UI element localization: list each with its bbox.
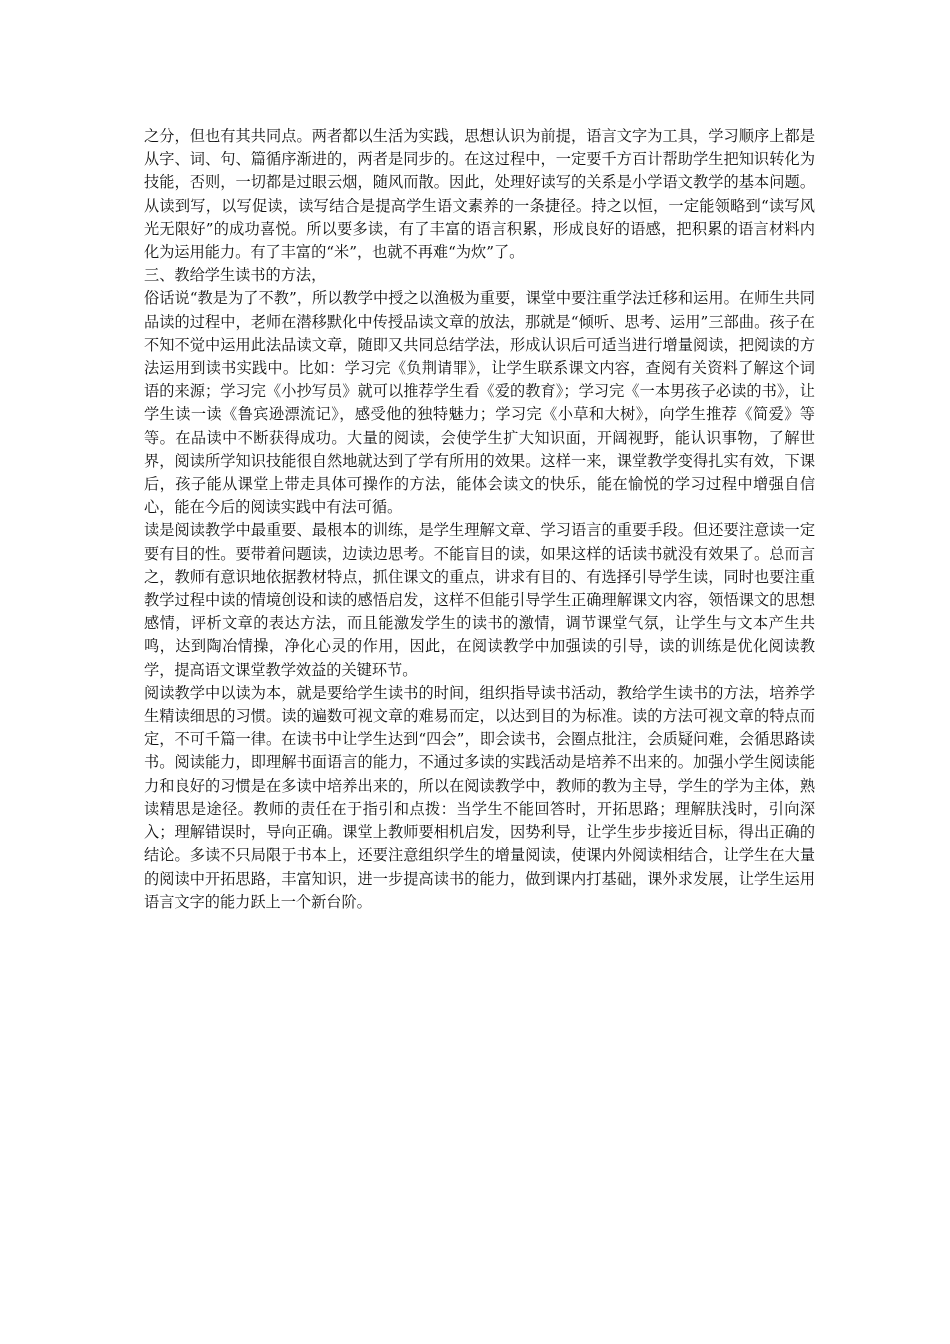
paragraph-reading-training: 读是阅读教学中最重要、最根本的训练，是学生理解文章、学习语言的重要手段。但还要注意读一定要有目的性。要带着问题读，边读边思考。不能盲目的读，如果这样的话读书就没有效果了。总而言之，教师有意识地依据教材特点，抓住课文的重点，讲求有目的、有选择引导学生读，同时也要注重教学过程中读的情境创设和读的感悟启发，这样不但能引导学生正确理解课文内容，领悟课文的思想感情，评析文章的表达方法，而且能激发学生的读书的激情，调节课堂气氛，让学生与文本产生共鸣，达到陶冶情操，净化心灵的作用，因此，在阅读教学中加强读的引导，读的训练是优化阅读教学，提高语文课堂教学效益的关键环节。 [144,521,815,679]
section-heading-3: 三、教给学生读书的方法， [144,266,327,285]
paragraph-reading-centered: 阅读教学中以读为本，就是要给学生读书的时间，组织指导读书活动，教给学生读书的方法，培养学生精读细思的习惯。读的遍数可视文章的难易而定，以达到目的为标准。读的方法可视文章的特点而定，不可千篇一律。在读书中让学生达到“四会”，即会读书，会圈点批注，会质疑问难，会循思路读书。阅读能力，即理解书面语言的能力，不通过多读的实践活动是培养不出来的。加强小学生阅读能力和良好的习惯是在多读中培养出来的，所以在阅读教学中，教师的教为主导，学生的学为主体，熟读精思是途径。教师的责任在于指引和点拨：当学生不能回答时，开拓思路；理解肤浅时，引向深入；理解错误时，导向正确。课堂上教师要相机启发，因势利导，让学生步步接近目标，得出正确的结论。多读不只局限于书本上，还要注意组织学生的增量阅读，使课内外阅读相结合，让学生在大量的阅读中开拓思路，丰富知识，进一步提高读书的能力，做到课内打基础，课外求发展，让学生运用语言文字的能力跃上一个新台阶。 [144,683,815,911]
paragraph-teaching-method: 俗话说“教是为了不教”，所以教学中授之以渔极为重要，课堂中要注重学法迁移和运用。在师生共同品读的过程中，老师在潜移默化中传授品读文章的放法，那就是“倾听、思考、运用”三部曲。孩子在不知不觉中运用此法品读文章，随即又共同总结学法，形成认识后可适当进行增量阅读，把阅读的方法运用到读书实践中。比如：学习完《负荆请罪》，让学生联系课文内容，查阅有关资料了解这个词语的来源；学习完《小抄写员》就可以推荐学生看《爱的教育》；学习完《一本男孩子必读的书》，让学生读一读《鲁宾逊漂流记》，感受他的独特魅力；学习完《小草和大树》，向学生推荐《简爱》等等。在品读中不断获得成功。大量的阅读，会使学生扩大知识面，开阔视野，能认识事物，了解世界，阅读所学知识技能很自然地就达到了学有所用的效果。这样一来，课堂教学变得扎实有效，下课后，孩子能从课堂上带走具体可操作的方法，能体会读文的快乐，能在愉悦的学习过程中增强自信心，能在今后的阅读实践中有法可循。 [144,289,815,517]
document-body [144,125,815,914]
paragraph-reading-writing: 之分，但也有其共同点。两者都以生活为实践，思想认识为前提，语言文字为工具，学习顺序上都是从字、词、句、篇循序渐进的，两者是同步的。在这过程中，一定要千方百计帮助学生把知识转化为技能，否则，一切都是过眼云烟，随风而散。因此，处理好读写的关系是小学语文教学的基本问题。从读到写，以写促读，读写结合是提高学生语文素养的一条捷径。持之以恒，一定能领略到“读写风光无限好”的成功喜悦。所以要多读，有了丰富的语言积累，形成良好的语感，把积累的语言材料内化为运用能力。有了丰富的“米”，也就不再难“为炊”了。 [144,127,815,262]
